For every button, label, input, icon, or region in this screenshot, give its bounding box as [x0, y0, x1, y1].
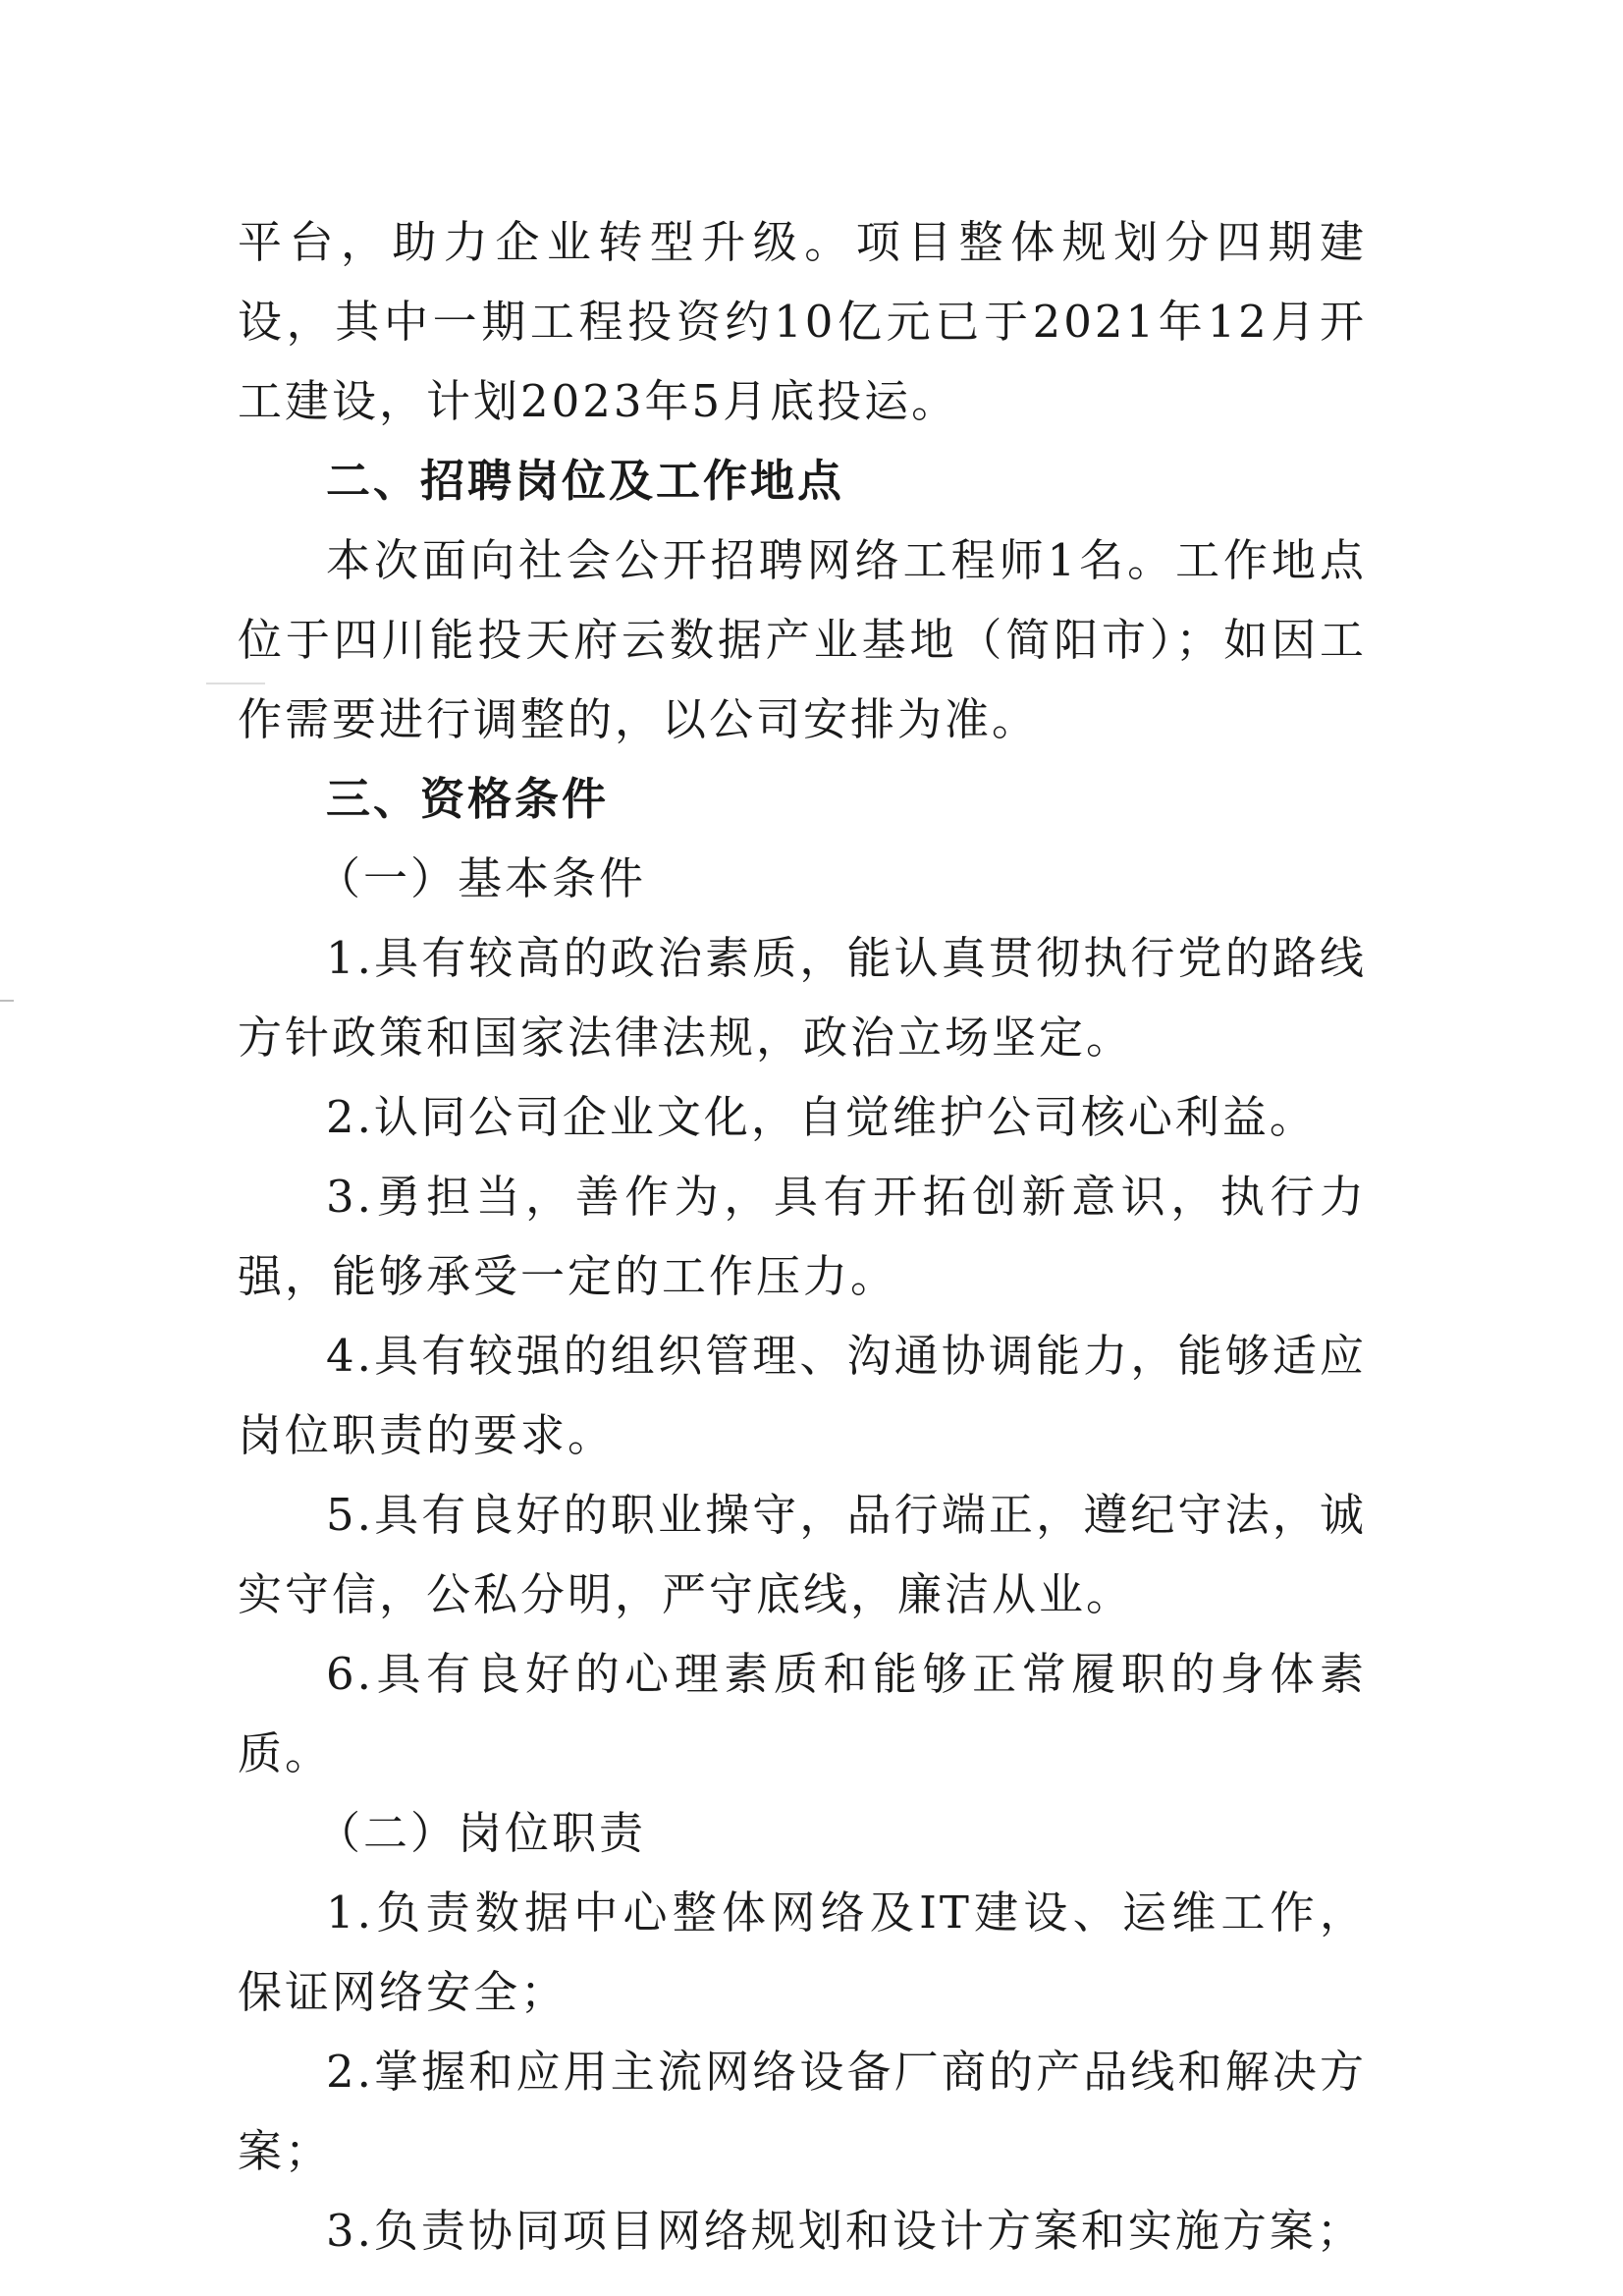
section-heading-positions: 二、招聘岗位及工作地点 [326, 455, 845, 507]
paragraph-positions: 本次面向社会公开招聘网络工程师1名。工作地点位于四川能投天府云数据产业基地（简阳市）；如因工作需要进行调整的，以公司安排为准。 [238, 534, 1367, 745]
section-heading-qualifications: 三、资格条件 [326, 773, 610, 825]
subsection-heading-duties: （二）岗位职责 [316, 1807, 647, 1859]
list-item-basic-2: 2.认同公司企业文化，自觉维护公司核心利益。 [326, 1091, 1317, 1143]
scan-artifact-mark [0, 1000, 14, 1002]
list-item-basic-6: 6.具有良好的心理素质和能够正常履职的身体素质。 [238, 1648, 1367, 1779]
list-item-basic-3: 3.勇担当，善作为，具有开拓创新意识，执行力强，能够承受一定的工作压力。 [238, 1171, 1367, 1302]
list-item-duty-3: 3.负责协同项目网络规划和设计方案和实施方案； [326, 2205, 1364, 2257]
list-item-duty-2: 2.掌握和应用主流网络设备厂商的产品线和解决方案； [238, 2046, 1367, 2177]
list-item-basic-5: 5.具有良好的职业操守，品行端正，遵纪守法，诚实守信，公私分明，严守底线，廉洁从业。 [238, 1489, 1367, 1620]
list-item-duty-1: 1.负责数据中心整体网络及IT建设、运维工作，保证网络安全； [238, 1886, 1367, 2018]
document-body [238, 202, 1367, 2270]
list-item-basic-1: 1.具有较高的政治素质，能认真贯彻执行党的路线方针政策和国家法律法规，政治立场坚定。 [238, 932, 1367, 1064]
subsection-heading-basic-conditions: （一）基本条件 [316, 852, 647, 904]
list-item-basic-4: 4.具有较强的组织管理、沟通协调能力，能够适应岗位职责的要求。 [238, 1330, 1367, 1461]
paragraph-intro-continuation: 平台，助力企业转型升级。项目整体规划分四期建设，其中一期工程投资约10亿元已于2021年12月开工建设，计划2023年5月底投运。 [238, 216, 1367, 427]
